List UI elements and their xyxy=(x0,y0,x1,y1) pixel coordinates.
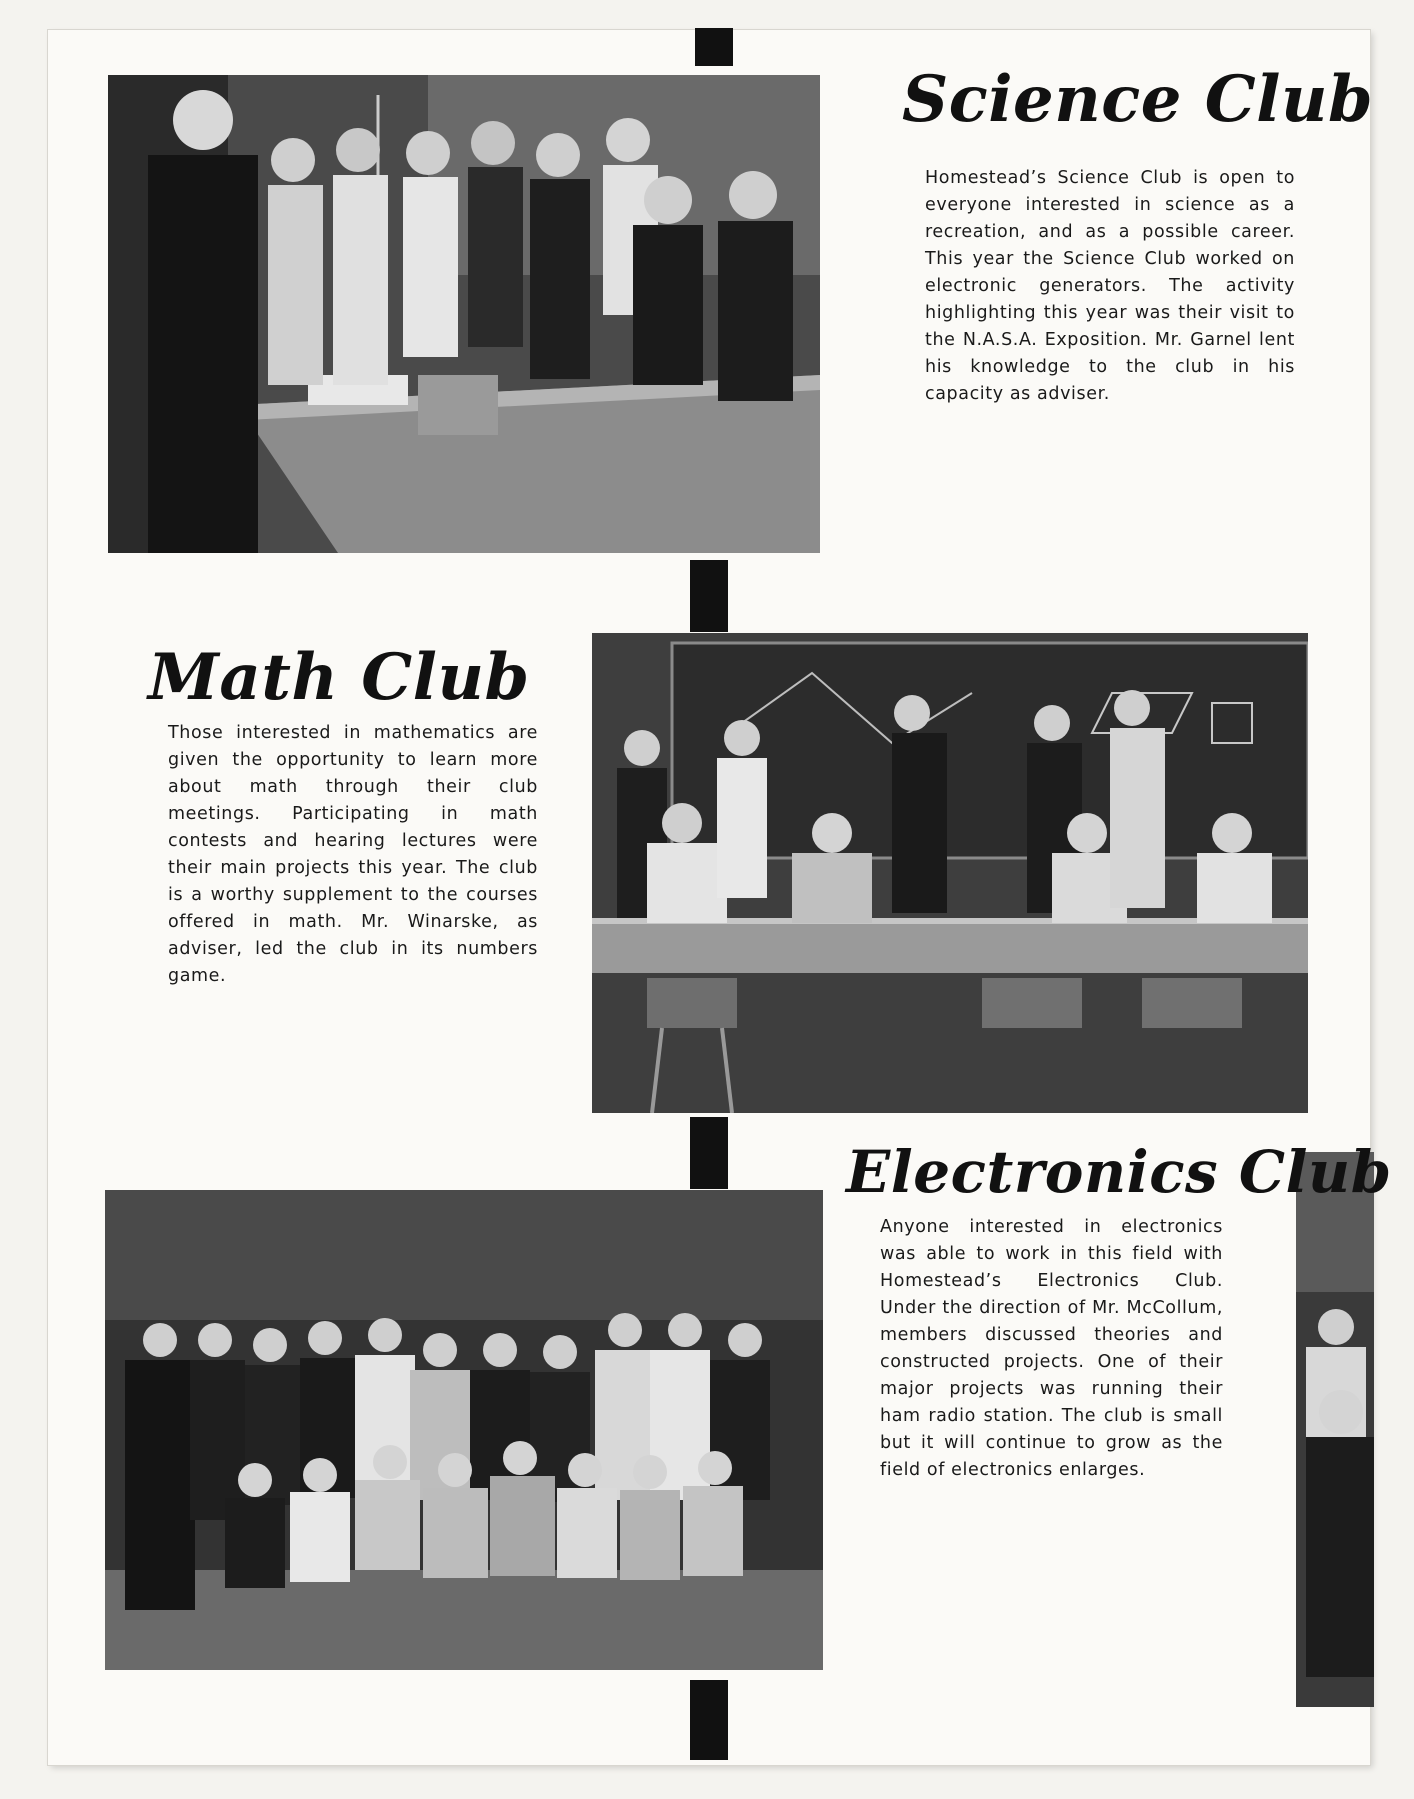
math-club-description: Those interested in mathematics are given the opportunity to learn more about math through their club meetings. Participating in math contests and hearing lectures were their main projects this year. The club is a worthy supplement to the courses offered in math. Mr. Winarske, as adviser, led the club in its numbers game. xyxy=(168,723,538,986)
adjacent-page-photo xyxy=(1296,1152,1374,1707)
divider-bar-top xyxy=(695,28,733,66)
electronics-club-title: Electronics Club xyxy=(846,1138,1392,1206)
science-club-title: Science Club xyxy=(902,62,1374,137)
math-club-title: Math Club xyxy=(148,640,530,715)
divider-bar-lower-middle xyxy=(690,1117,728,1189)
electronics-club-photo xyxy=(105,1190,823,1670)
divider-bar-upper-middle xyxy=(690,560,728,632)
electronics-club-description: Anyone interested in electronics was able to work in this field with Homestead’s Electronics Club. Under the direction of Mr. McCollum, members discussed theories and constructed projects. One of their major projects was running their ham radio station. The club is small but it will continue to grow as the field of electronics enlarges. xyxy=(880,1217,1223,1480)
science-club-description: Homestead’s Science Club is open to everyone interested in science as a recreation, and as a possible career. This year the Science Club worked on electronic generators. The activity highlighting this year was their visit to the N.A.S.A. Exposition. Mr. Garnel lent his knowledge to the club in his capacity as adviser. xyxy=(925,168,1295,404)
science-club-photo xyxy=(108,75,820,553)
divider-bar-bottom xyxy=(690,1680,728,1760)
math-club-photo xyxy=(592,633,1308,1113)
